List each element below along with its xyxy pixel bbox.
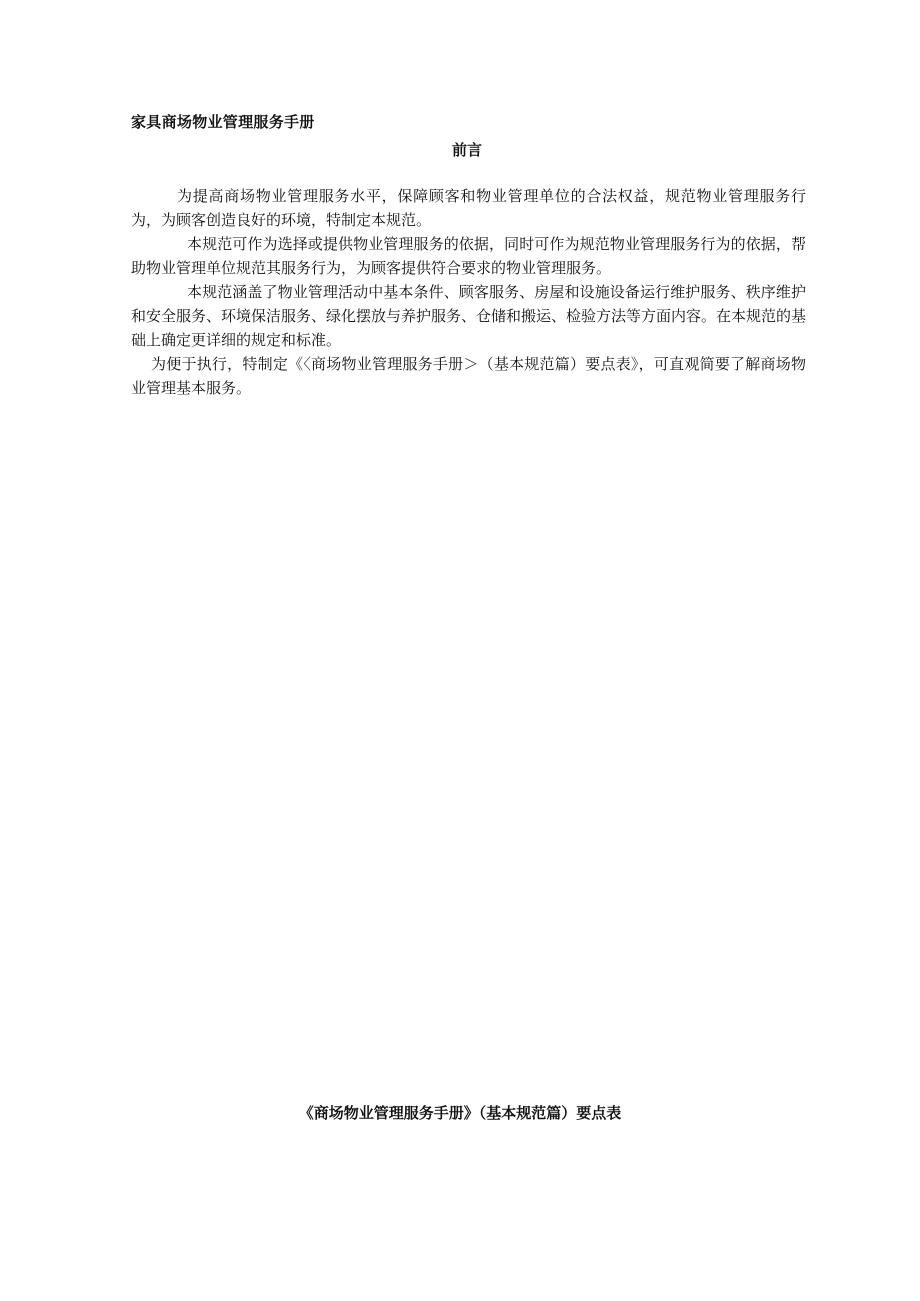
paragraph-summary-table: 为便于执行，特制定《〈商场物业管理服务手册＞（基本规范篇）要点表》，可直观简要了解商场物业管理基本服务。 <box>131 355 806 397</box>
document-title: 家具商场物业管理服务手册 <box>131 113 315 131</box>
summary-table-title: 《商场物业管理服务手册》（基本规范篇）要点表 <box>298 1104 622 1122</box>
paragraph-scope: 本规范涵盖了物业管理活动中基本条件、顾客服务、房屋和设施设备运行维护服务、秩序维护和安全服务、环境保洁服务、绿化摆放与养护服务、仓储和搬运、检验方法等方面内容。在本规范的基础上确定更详细的规定和标准。 <box>131 283 807 349</box>
preface-heading: 前言 <box>451 141 482 159</box>
preface-body <box>131 184 806 400</box>
paragraph-usage: 本规范可作为选择或提供物业管理服务的依据，同时可作为规范物业管理服务行为的依据，帮助物业管理单位规范其服务行为，为顾客提供符合要求的物业管理服务。 <box>131 235 806 277</box>
paragraph-purpose: 为提高商场物业管理服务水平，保障顾客和物业管理单位的合法权益，规范物业管理服务行为，为顾客创造良好的环境，特制定本规范。 <box>131 187 806 229</box>
